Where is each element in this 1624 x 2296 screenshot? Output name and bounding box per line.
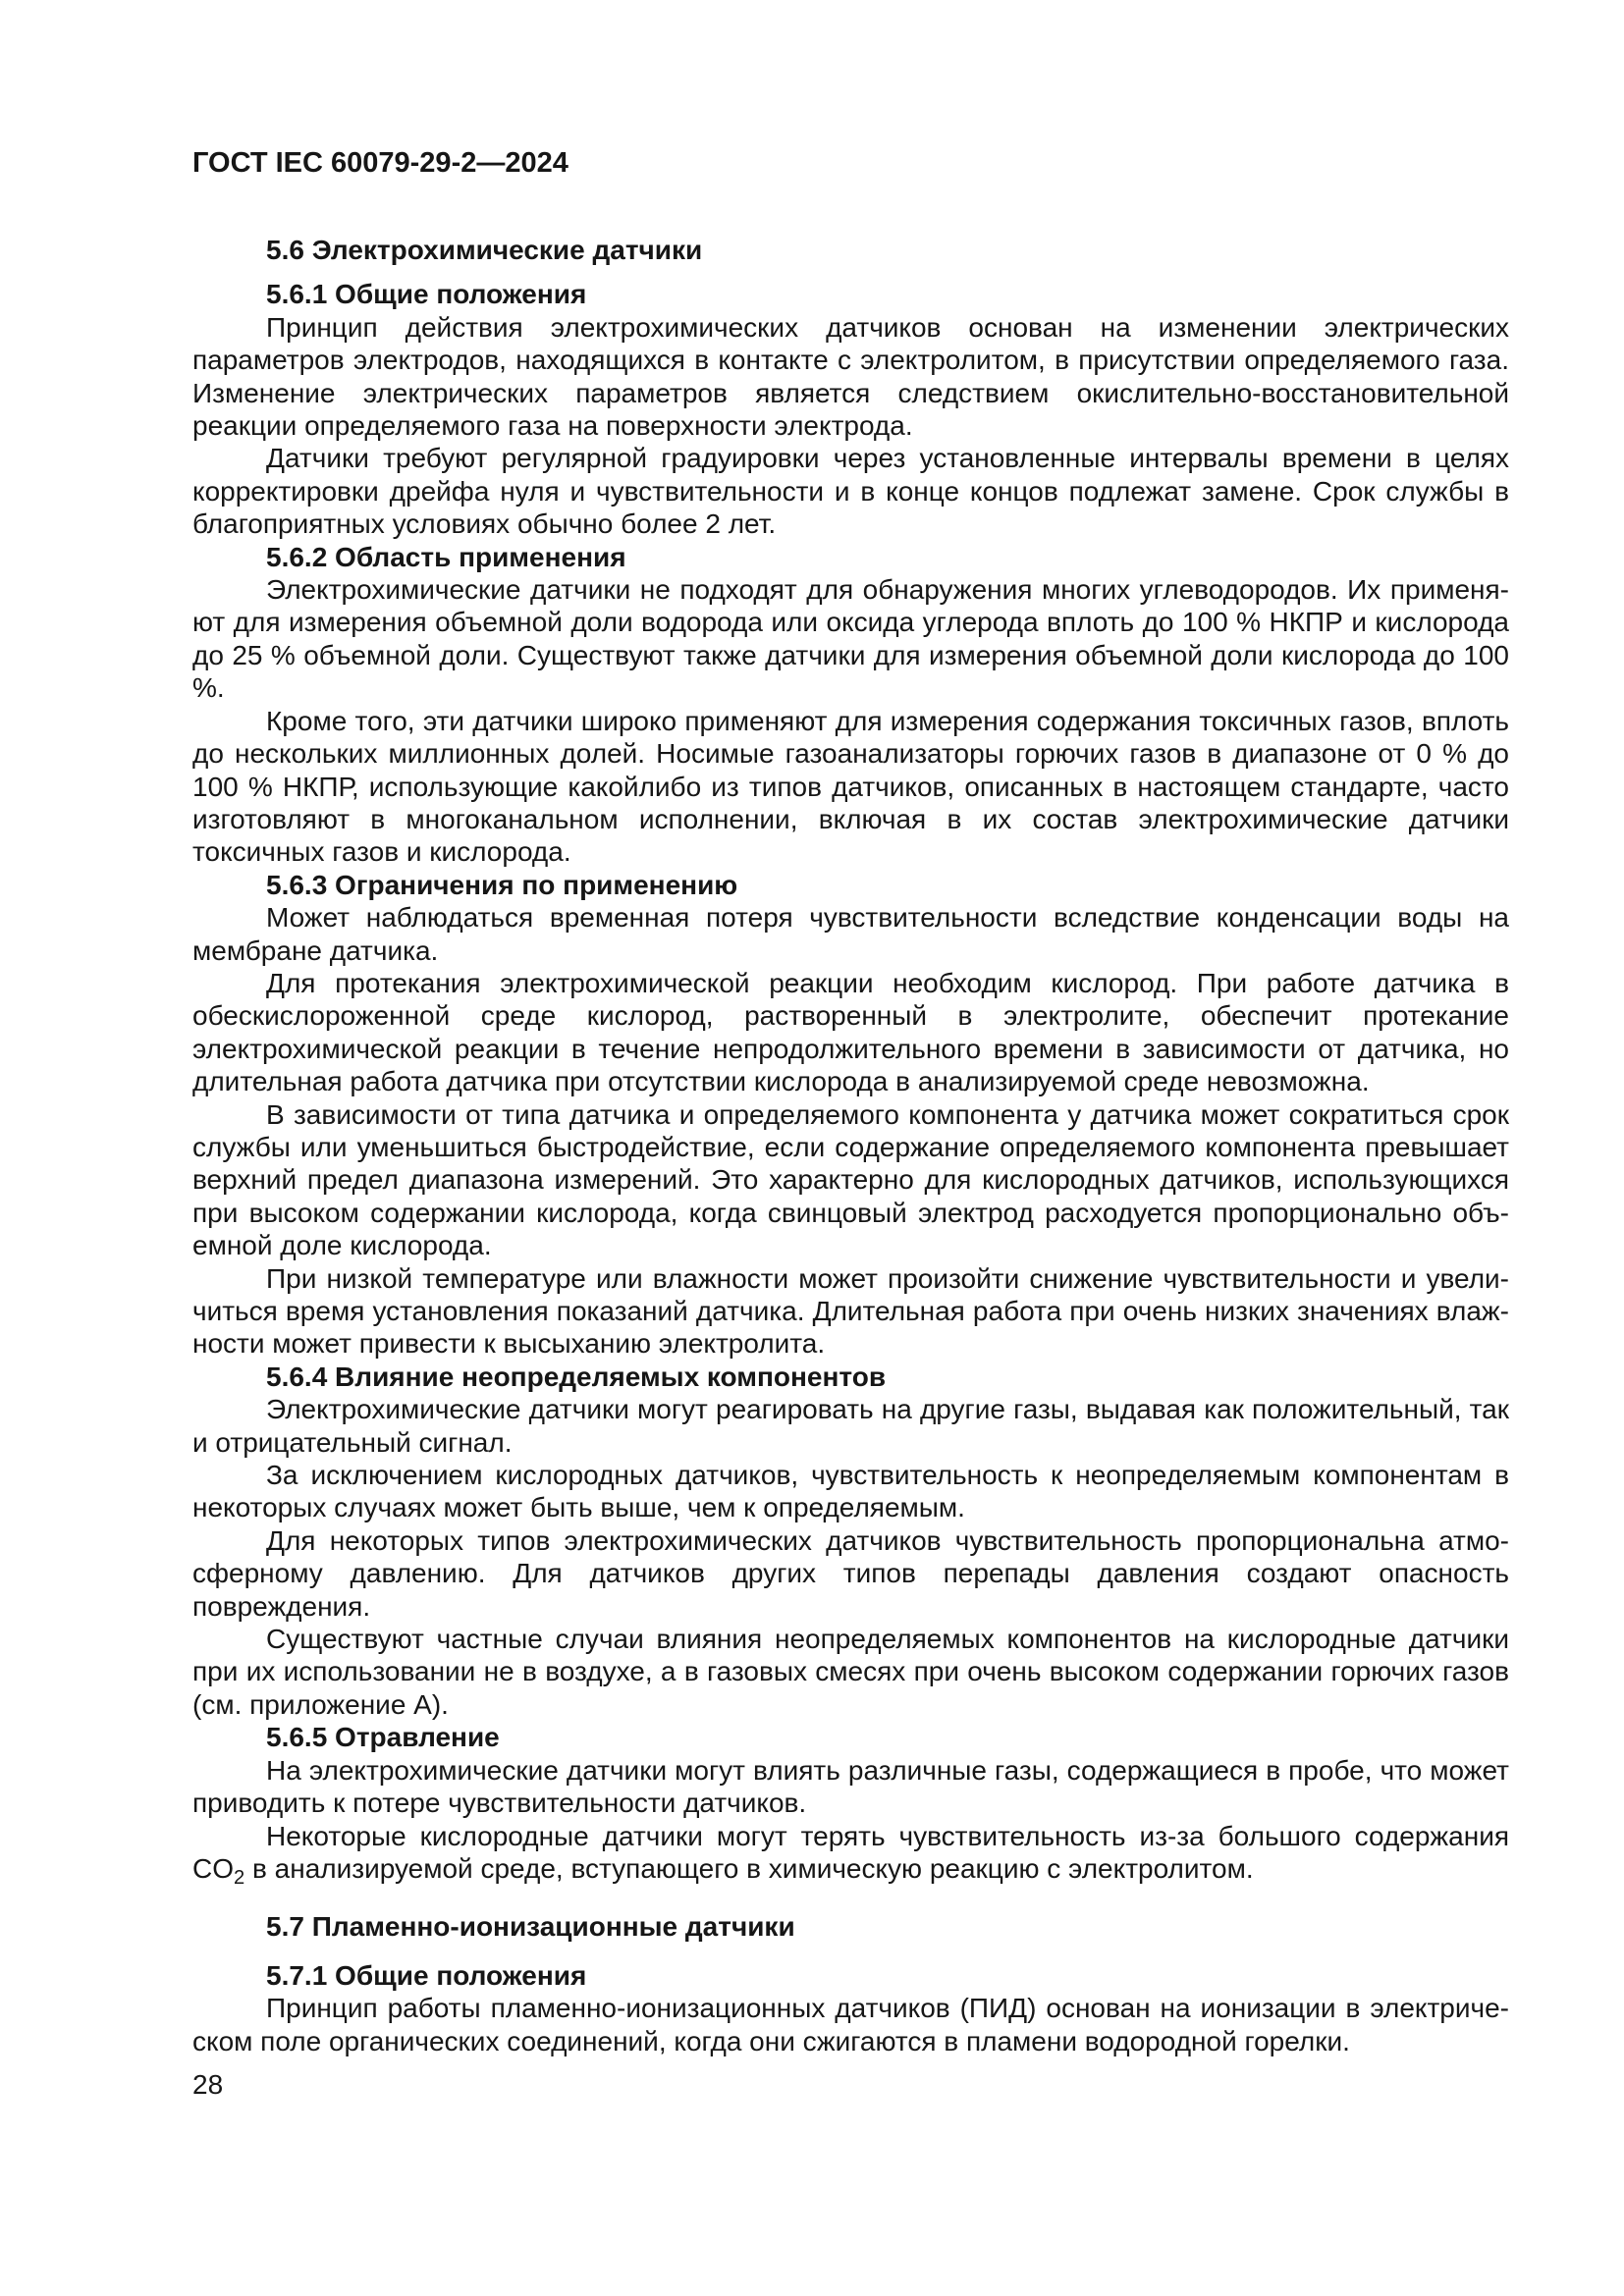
paragraph: Принцип работы пламенно-ионизационных датчиков (ПИД) основан на ионизации в электрическом поле органических соединений, когда они сжигаются в пламени водородной горелки.: [192, 1993, 1509, 2056]
section-heading: 5.6.2 Область применения: [266, 541, 626, 572]
paragraph: Электрохимические датчики могут реагировать на другие газы, выдавая как положительный, так и отрицательный сигнал.: [192, 1394, 1509, 1458]
section-heading: 5.6.1 Общие положения: [266, 279, 587, 310]
section-heading: 5.7 Пламенно-ионизационные датчики: [266, 1911, 795, 1943]
paragraph: Для протекания электрохимической реакции необходим кислород. При работе датчика в обескислороженной среде кислород, растворенный в электролите, обеспечит протекание электрохимической реакции в течение непродолжительного времени в зависимости от датчика, но длительная работа датчика при отсутствии кислорода в анализируемой среде невозможна.: [192, 967, 1509, 1097]
page-number: 28: [192, 2069, 224, 2100]
paragraph: Электрохимические датчики не подходят для обнаружения многих углеводородов. Их применяют для измерения объемной доли водорода или оксида углерода вплоть до 100 % НКПР и кислорода до 25 % объемной доли. Существуют также датчики для измерения объемной доли кислорода до 100 %.: [192, 574, 1509, 704]
paragraph: Принцип действия электрохимических датчиков основан на изменении электрических параметров электродов, находящихся в контакте с электролитом, в присутствии определяемого газа. Изменение электрических параметров является следствием окислительно-восстановительной реакции определяемого газа на поверхности электрода.: [192, 311, 1509, 442]
paragraph: Некоторые кислородные датчики могут терять чувствительность из-за большого содержания $CO_2$ в анализируемой среде, вступающего в химическую реакцию с электролитом.: [192, 1820, 1509, 1889]
section-heading: 5.6 Электрохимические датчики: [266, 235, 703, 265]
paragraph: В зависимости от типа датчика и определяемого компонента у датчика может сократиться срок службы или уменьшиться быстродействие, если содержание определяемого компонента превышает верхний предел диапазона измерений. Это характерно для кислородных датчиков, использующихся при высоком содержании кислорода, когда свинцовый электрод расходуется пропорционально объемной доле кислорода.: [192, 1098, 1509, 1261]
paragraph: Для некоторых типов электрохимических датчиков чувствительность пропорциональна атмосферному давлению. Для датчиков других типов перепады давления создают опасность повреждения.: [192, 1524, 1509, 1622]
section-heading: 5.6.4 Влияние неопределяемых компонентов: [266, 1361, 887, 1392]
document-content: [192, 234, 1509, 2057]
section-heading: 5.6.5 Отравление: [266, 1722, 500, 1753]
paragraph: За исключением кислородных датчиков, чувствительность к неопределяемым компонентам в некоторых случаях может быть выше, чем к определяемым.: [192, 1460, 1509, 1523]
paragraph: Датчики требуют регулярной градуировки через установленные интервалы времени в целях корректировки дрейфа нуля и чувствительности и в конце концов подлежат замене. Срок службы в благоприятных условиях обычно более 2 лет.: [192, 443, 1509, 540]
section-heading: 5.6.3 Ограничения по применению: [266, 869, 738, 900]
paragraph: Кроме того, эти датчики широко применяют для измерения содержания токсичных газов, вплоть до нескольких миллионных долей. Носимые газоанализаторы горючих газов в диапазоне от 0 % до 100 % НКПР, использующие какойлибо из типов датчиков, описанных в настоящем стандарте, часто изготовляют в многоканальном исполнении, включая в их состав электрохимические датчики токсичных газов и кислорода.: [192, 705, 1509, 868]
paragraph: На электрохимические датчики могут влиять различные газы, содержащиеся в пробе, что может приводить к потере чувствительности датчиков.: [192, 1754, 1509, 1819]
document-header-title: ГОСТ IEC 60079-29-2—2024: [192, 147, 568, 179]
paragraph: Существуют частные случаи влияния неопределяемых компонентов на кислородные датчики при их использовании не в воздухе, а в газовых смесях при очень высоком содержании горючих газов (см. приложение А).: [192, 1624, 1509, 1720]
paragraph: При низкой температуре или влажности может произойти снижение чувствительности и увеличиться время установления показаний датчика. Длительная работа при очень низких значениях влажности может привести к высыханию электролита.: [192, 1262, 1509, 1360]
section-heading: 5.7.1 Общие положения: [266, 1959, 587, 1991]
paragraph: Может наблюдаться временная потеря чувствительности вследствие конденсации воды на мембране датчика.: [192, 902, 1509, 966]
